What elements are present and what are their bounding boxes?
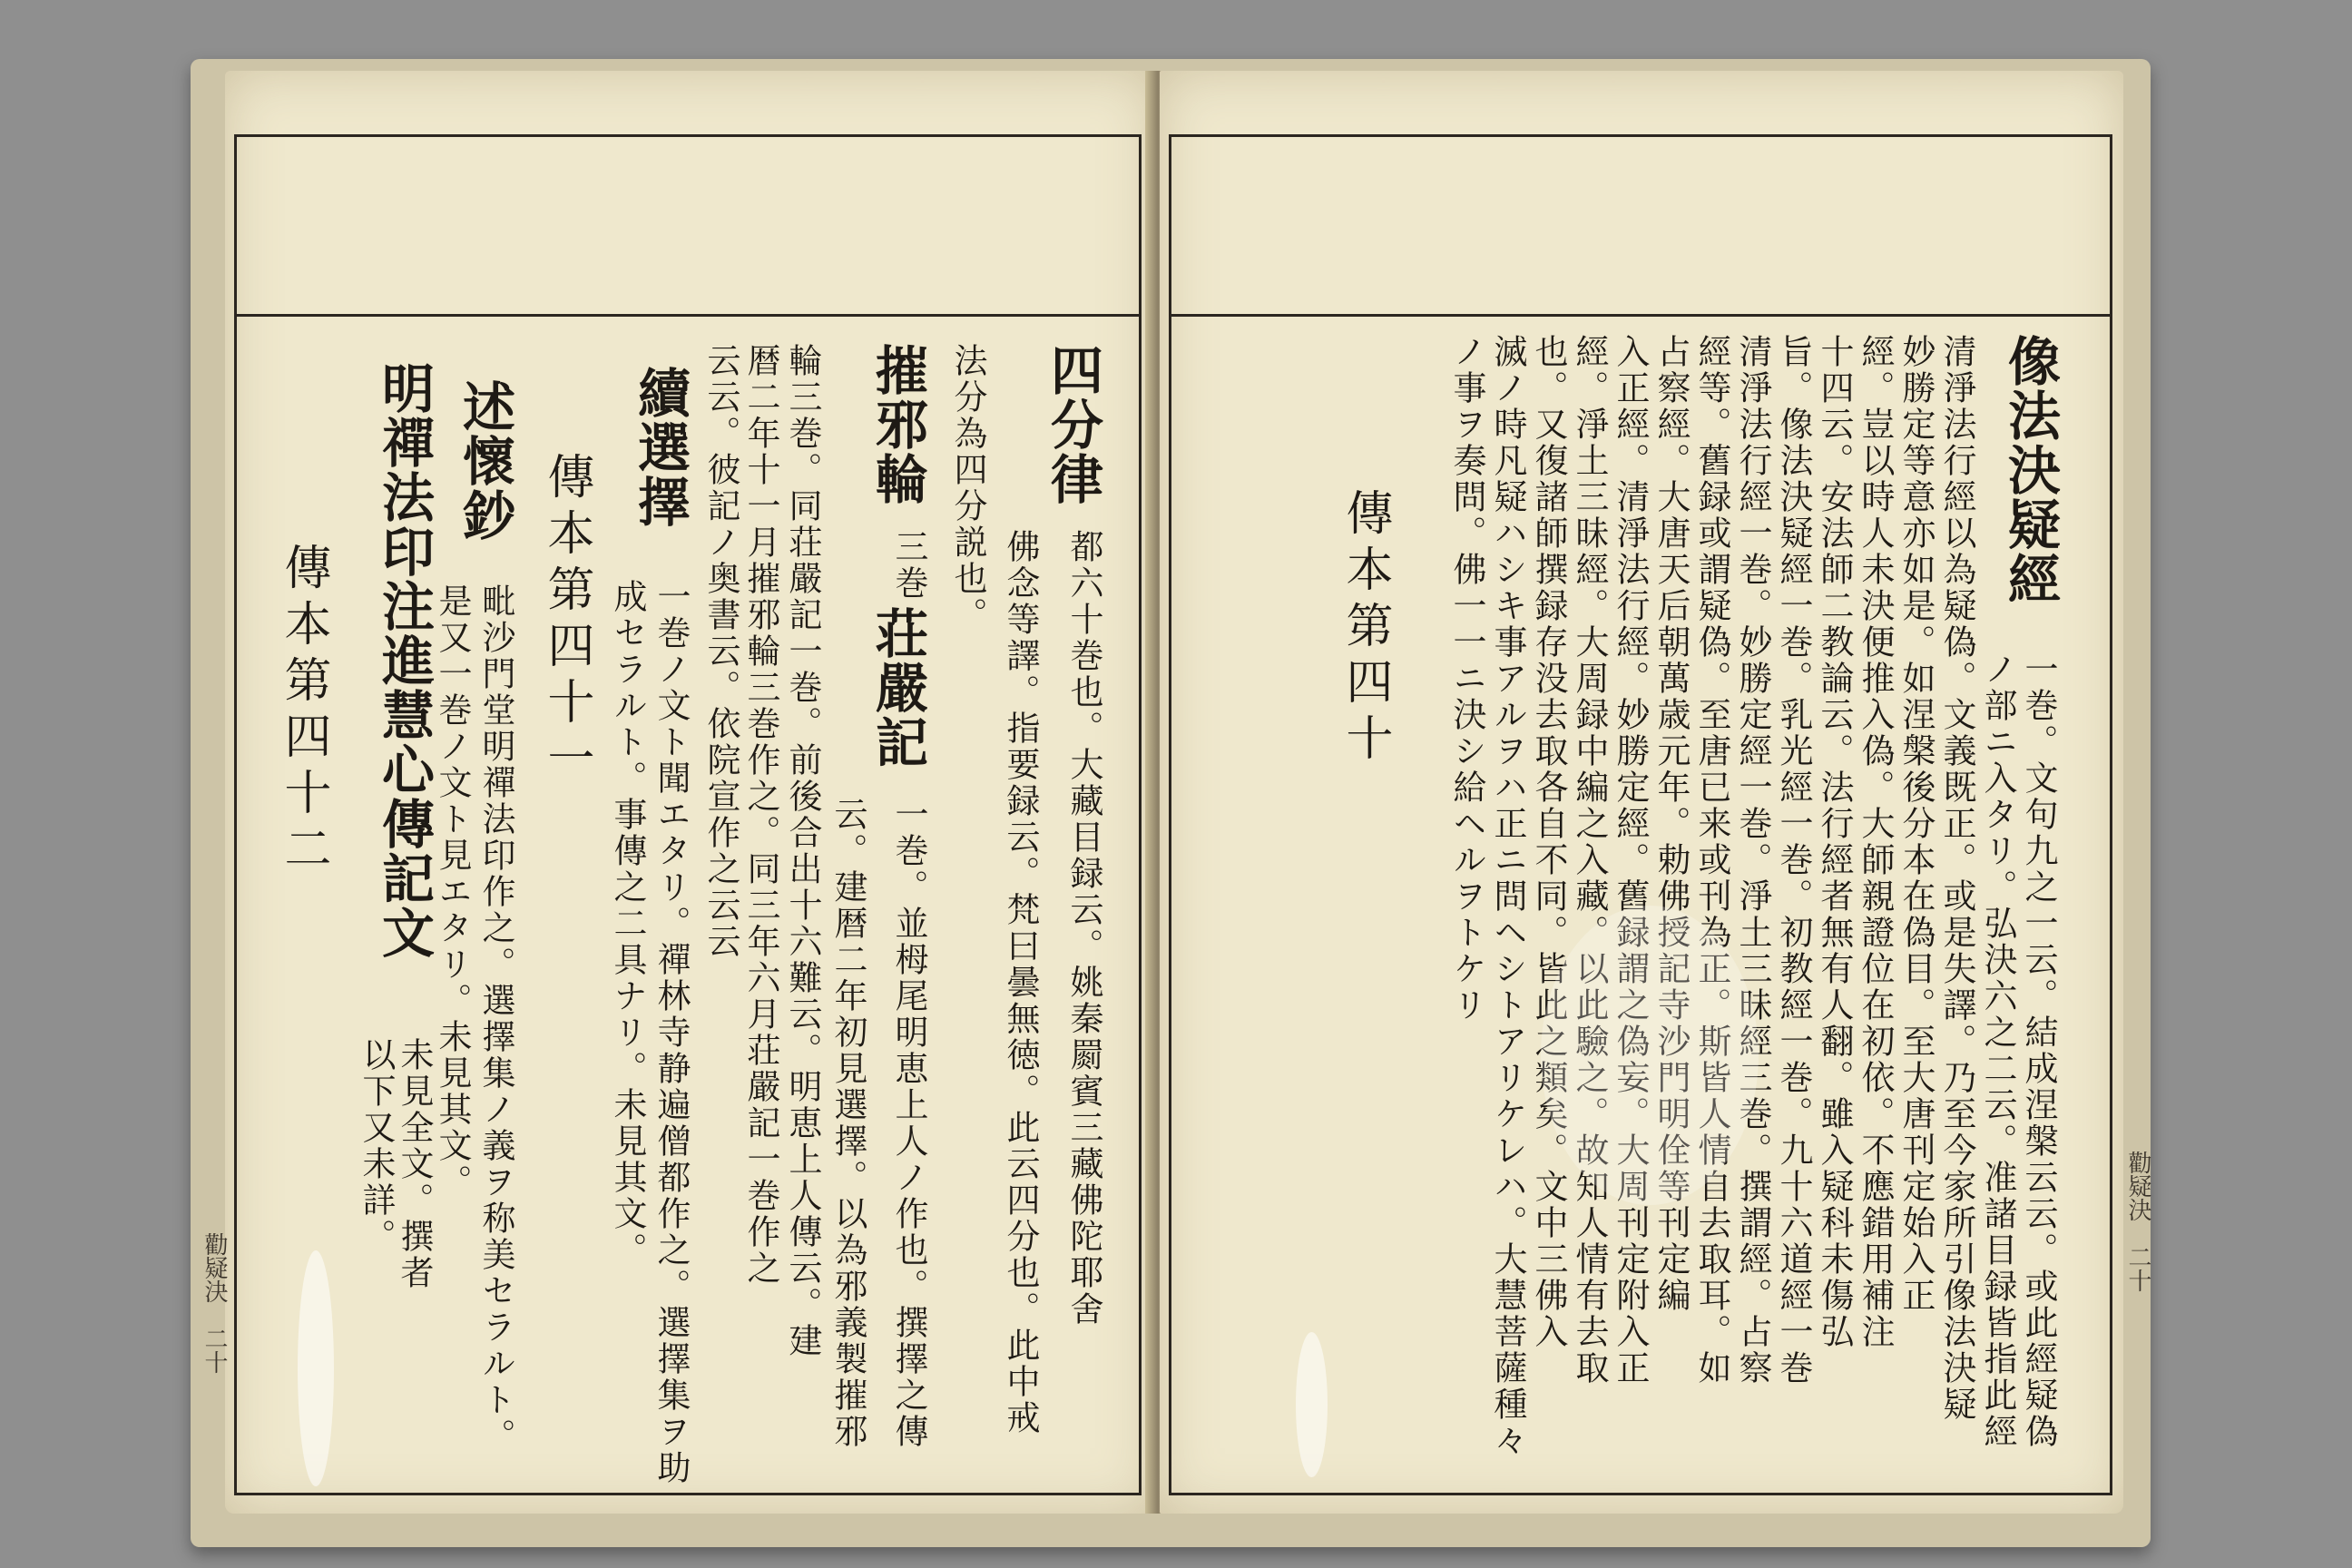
transmission-label-41: 傳本第四十一 [539,452,593,789]
entry-line: 妙勝定等意亦如是。如涅槃後分本在偽目。至大唐刊定始入正 [1896,334,1936,1314]
entry-line: 法分為四分説也。 [948,343,987,633]
entry-line: 經。豈以時人未決便推入偽。大師親證位在初依。不應錯用補注 [1856,334,1895,1350]
entry-title-shibunritsu: 四分律 [1042,343,1103,506]
left-page [201,71,1155,1514]
entry-title-shogonki: 荘嚴記 [867,606,928,769]
entry-line: 佛念等譯。指要録云。梵曰曇無徳。此云四分也。此中戒 [1001,529,1040,1436]
paper-damage [1296,1332,1328,1477]
entry-title-zobo-ketsugikyo: 像法決疑經 [1999,334,2061,606]
entry-title-zaijarin: 摧邪輪 [867,343,928,506]
entry-title-myozen: 明禪法印注進慧心傳記文 [373,361,435,960]
entry-line: 毗沙門堂明禪法印作之。選擇集ノ義ヲ称美セラルト。 [476,583,515,1455]
paper-damage [298,1250,334,1486]
entry-line: 一巻。並栂尾明恵上人ノ作也。撰擇之傳 [889,797,928,1450]
entry-line: 經。淨土三昧經。大周録中編之入藏。以此驗之。故知人情有去取 [1570,334,1609,1387]
entry-line: 十四云。安法師二教論云。法行經者無有人翻。雖入疑科未傷弘 [1815,334,1854,1350]
entry-line: 未見全文。撰者 [395,1037,434,1291]
entry-line: 輪三巻。同荘嚴記一巻。前後合出十六難云。明恵上人傳云。建 [783,343,822,1359]
entry-line: 滅ノ時凡疑ハシキ事アルヲハ正ニ問ヘシトアリケレハ。大慧菩薩種々 [1488,334,1527,1459]
right-header-rule [1169,314,2112,317]
entry-line: 都六十巻也。大藏目録云。姚秦罽賓三藏佛陀耶舍 [1064,529,1103,1328]
entry-line: 成セラルト。事傳之二具ナリ。未見其文。 [608,579,647,1269]
fold-mark: 勸疑決 二十 [201,1232,228,1374]
entry-line: 是又一巻ノ文ト見エタリ。未見其文。 [433,583,472,1200]
entry-line: 經等。舊録或謂疑偽。至唐已来或刊為正。斯皆人情自去取耳。如 [1692,334,1731,1387]
entry-line: 暦二年十一月摧邪輪三巻作之。同三年六月荘嚴記一巻作之 [741,343,780,1287]
entry-line: 清淨法行經一巻。妙勝定經一巻。淨土三昧經三巻。撰謂經。占察 [1733,334,1772,1387]
entry-line: 入正經。清淨法行經。妙勝定經。舊録謂之偽妄。大周刊定附入正 [1611,334,1650,1387]
right-page [1160,71,2151,1514]
entry-title-zokusenjaku: 續選擇 [629,366,691,529]
entry-line: 也。又復諸師撰録存没去取各自不同。皆此之類矣。文中三佛入 [1529,334,1568,1350]
transmission-label-42: 傳本第四十二 [276,543,330,880]
entry-line: 一巻ノ文ト聞エタリ。禪林寺静遍僧都作之。選擇集ヲ助 [652,579,691,1486]
entry-line: 云云。彼記ノ奥書云。依院宣作之云云 [701,343,740,960]
fold-mark: 勸疑決 二十 [2124,1151,2151,1292]
entry-line: 占察經。大唐天后朝萬歳元年。勅佛授記寺沙門明佺等刊定編 [1651,334,1690,1314]
entry-line: 以下又未詳。 [357,1037,396,1255]
left-header-rule [234,314,1142,317]
entry-note: 三巻 [889,529,928,602]
entry-line: 云。建暦二年初見選擇。以為邪義製摧邪 [828,797,867,1450]
entry-line: ノ部ニ入タリ。弘決六之二云。准諸目録皆指此經 [1978,652,2017,1450]
entry-line: 清淨法行經以為疑偽。文義既正。或是失譯。乃至今家所引像法決疑 [1937,334,1976,1423]
entry-title-jutsukaisho: 述懷鈔 [454,379,515,543]
entry-line: 一巻。文句九之一云。結成涅槃云云。或此經疑偽 [2019,652,2058,1450]
paper-stain [1541,906,1759,1205]
entry-line: ノ事ヲ奏問。佛一一ニ決シ給ヘルヲトケリ [1447,334,1486,1024]
entry-line: 旨。像法決疑經一巻。乳光經一巻。初教經一巻。九十六道經一巻 [1774,334,1813,1387]
transmission-label-40: 傳本第四十 [1338,488,1392,769]
